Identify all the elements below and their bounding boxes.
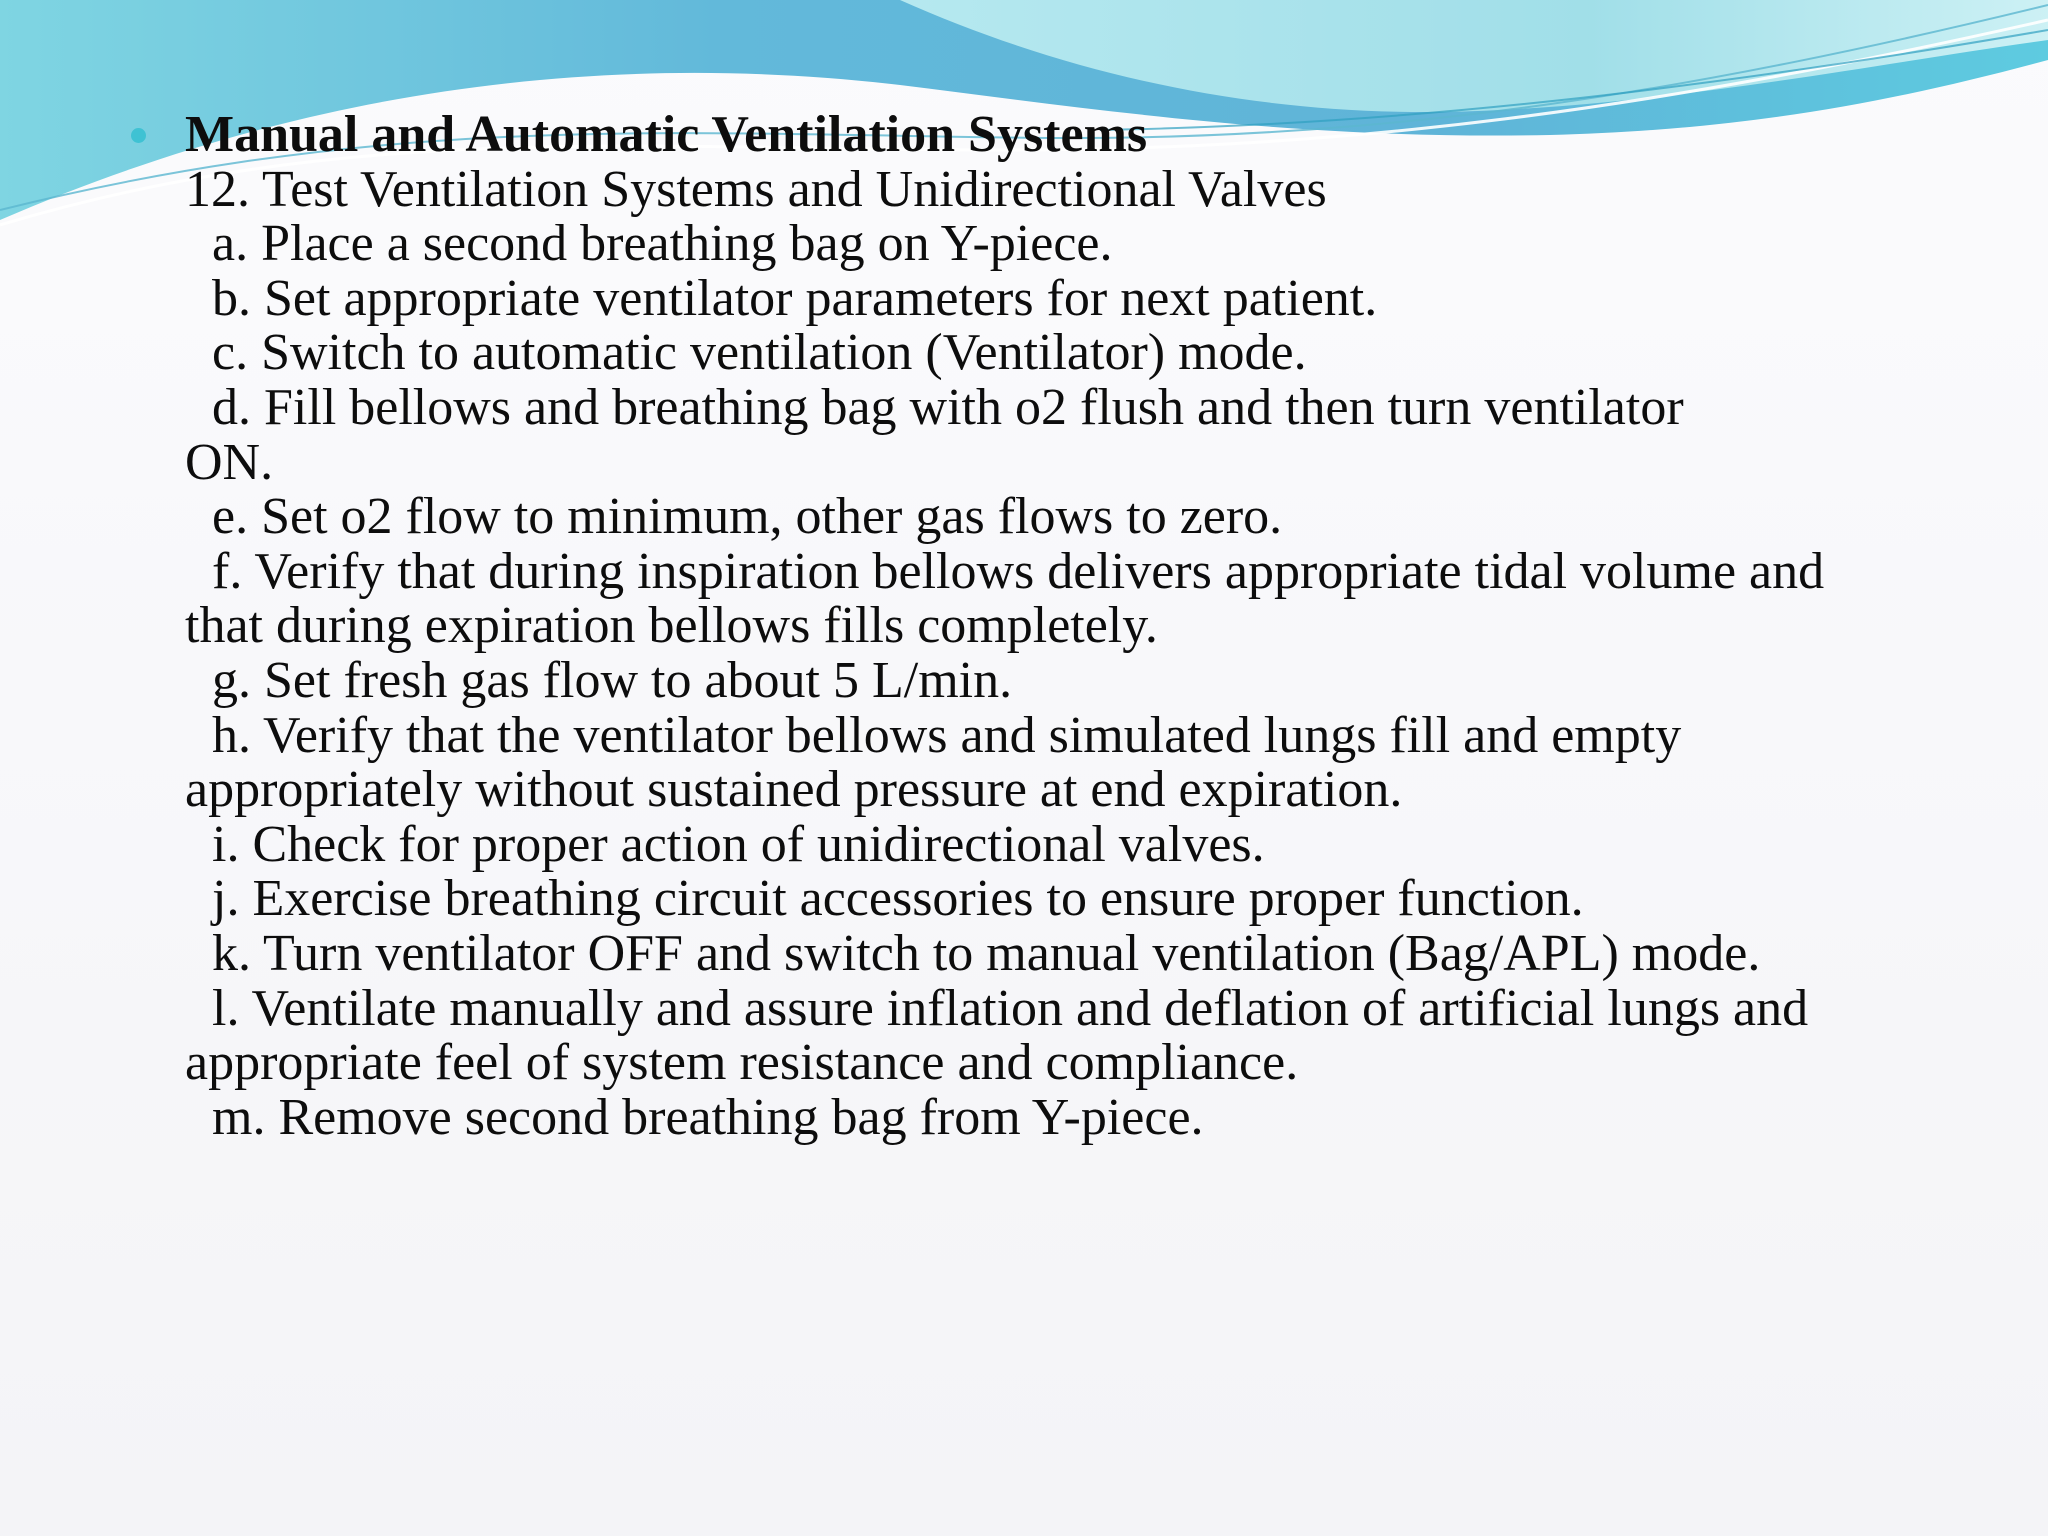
list-item: c. Switch to automatic ventilation (Ventilator) mode. [212,324,1307,382]
list-item: f. Verify that during inspiration bellows delivers appropriate tidal volume and that during expiration bellows fills completely. [185,542,1825,655]
bullet-icon [131,128,146,143]
list-item: h. Verify that the ventilator bellows and simulated lungs fill and empty appropriately without sustained pressure at end expiration. [185,706,1682,819]
list-item: j. Exercise breathing circuit accessories to ensure proper function. [212,870,1584,928]
list-item: b. Set appropriate ventilator parameters for next patient. [212,269,1378,327]
slide-body [185,108,1905,1145]
list-item: a. Place a second breathing bag on Y-piece. [212,215,1113,273]
step-title: 12. Test Ventilation Systems and Unidirectional Valves [185,160,1327,218]
list-item: l. Ventilate manually and assure inflation and deflation of artificial lungs and appropriate feel of system resistance and compliance. [185,979,1809,1092]
list-item: i. Check for proper action of unidirectional valves. [212,815,1265,873]
slide-heading: Manual and Automatic Ventilation Systems [185,106,1148,163]
list-item: g. Set fresh gas flow to about 5 L/min. [212,651,1013,709]
list-item: e. Set o2 flow to minimum, other gas flows to zero. [212,488,1283,546]
list-item: k. Turn ventilator OFF and switch to manual ventilation (Bag/APL) mode. [212,924,1761,982]
list-item: d. Fill bellows and breathing bag with o2 flush and then turn ventilator ON. [185,378,1684,491]
list-item: m. Remove second breathing bag from Y-piece. [212,1088,1204,1146]
